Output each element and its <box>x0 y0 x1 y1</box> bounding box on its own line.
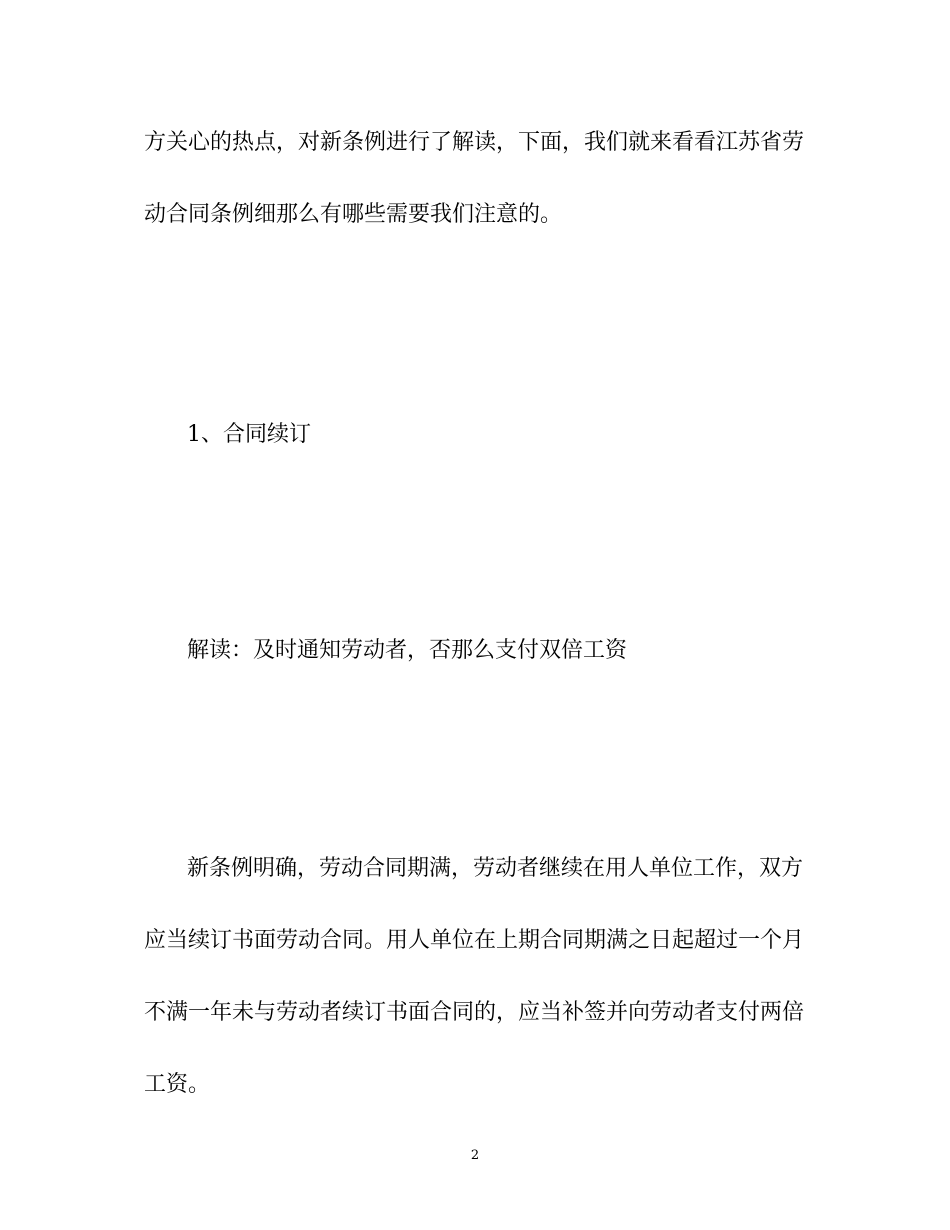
interpretation-line: 解读：及时通知劳动者，否那么支付双倍工资 <box>187 638 628 663</box>
paragraph-4-line-4: 工资。 <box>144 1072 211 1097</box>
paragraph-1-line-2: 动合同条例细那么有哪些需要我们注意的。 <box>144 202 563 227</box>
paragraph-1-line-1: 方关心的热点，对新条例进行了解读，下面，我们就来看看江苏省劳 <box>144 130 805 155</box>
section-heading: 1、合同续订 <box>187 422 311 447</box>
paragraph-4-line-1: 新条例明确，劳动合同期满，劳动者继续在用人单位工作，双方 <box>187 856 804 881</box>
page-number: 2 <box>470 1148 480 1163</box>
paragraph-4-line-2: 应当续订书面劳动合同。用人单位在上期合同期满之日起超过一个月 <box>144 928 805 953</box>
paragraph-4-line-3: 不满一年未与劳动者续订书面合同的，应当补签并向劳动者支付两倍 <box>144 1000 805 1025</box>
